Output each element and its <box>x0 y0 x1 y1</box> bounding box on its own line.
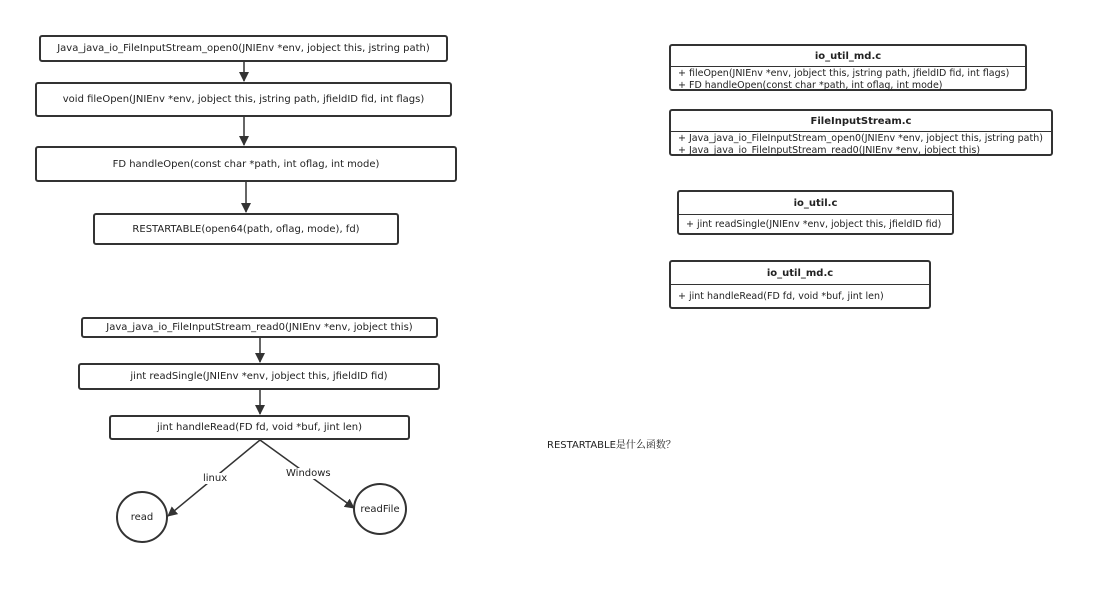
open-step-fileopen[interactable]: void fileOpen(JNIEnv *env, jobject this, jstring path, jfieldID fid, int flags) <box>35 82 452 117</box>
branch-label-linux: linux <box>203 473 228 484</box>
note-restartable: RESTARTABLE是什么函数？ <box>547 440 676 451</box>
class-member: + FD handleOpen(const char *path, int oflag, int mode) <box>678 80 943 91</box>
branch-label-windows: Windows <box>286 468 331 479</box>
class-io-util[interactable] <box>677 190 954 235</box>
class-io-util-md-open[interactable] <box>669 44 1027 91</box>
read-step-read0[interactable]: Java_java_io_FileInputStream_read0(JNIEnv *env, jobject this) <box>81 317 438 338</box>
class-member: + Java_java_io_FileInputStream_open0(JNIEnv *env, jobject this, jstring path) <box>678 133 1043 144</box>
class-member: + jint readSingle(JNIEnv *env, jobject this, jfieldID fid) <box>686 219 942 230</box>
class-member: + fileOpen(JNIEnv *env, jobject this, jstring path, jfieldID fid, int flags) <box>678 68 1010 79</box>
class-fileinputstream[interactable] <box>669 109 1053 156</box>
class-title: io_util_md.c <box>671 262 929 285</box>
open-step-handleopen[interactable]: FD handleOpen(const char *path, int oflag, int mode) <box>35 146 457 182</box>
open-step-open0[interactable]: Java_java_io_FileInputStream_open0(JNIEnv *env, jobject this, jstring path) <box>39 35 448 62</box>
class-title: FileInputStream.c <box>671 111 1051 132</box>
class-member: + Java_java_io_FileInputStream_read0(JNIEnv *env, jobject this) <box>678 145 981 156</box>
class-io-util-md-read[interactable] <box>669 260 931 309</box>
class-title: io_util.c <box>679 192 952 215</box>
class-member: + jint handleRead(FD fd, void *buf, jint len) <box>678 291 884 302</box>
open-step-restartable[interactable]: RESTARTABLE(open64(path, oflag, mode), fd) <box>93 213 399 245</box>
node-readfile[interactable]: readFile <box>353 483 407 535</box>
read-step-readsingle[interactable]: jint readSingle(JNIEnv *env, jobject this, jfieldID fid) <box>78 363 440 390</box>
class-title: io_util_md.c <box>671 46 1025 67</box>
node-read[interactable]: read <box>116 491 168 543</box>
read-step-handleread[interactable]: jint handleRead(FD fd, void *buf, jint len) <box>109 415 410 440</box>
